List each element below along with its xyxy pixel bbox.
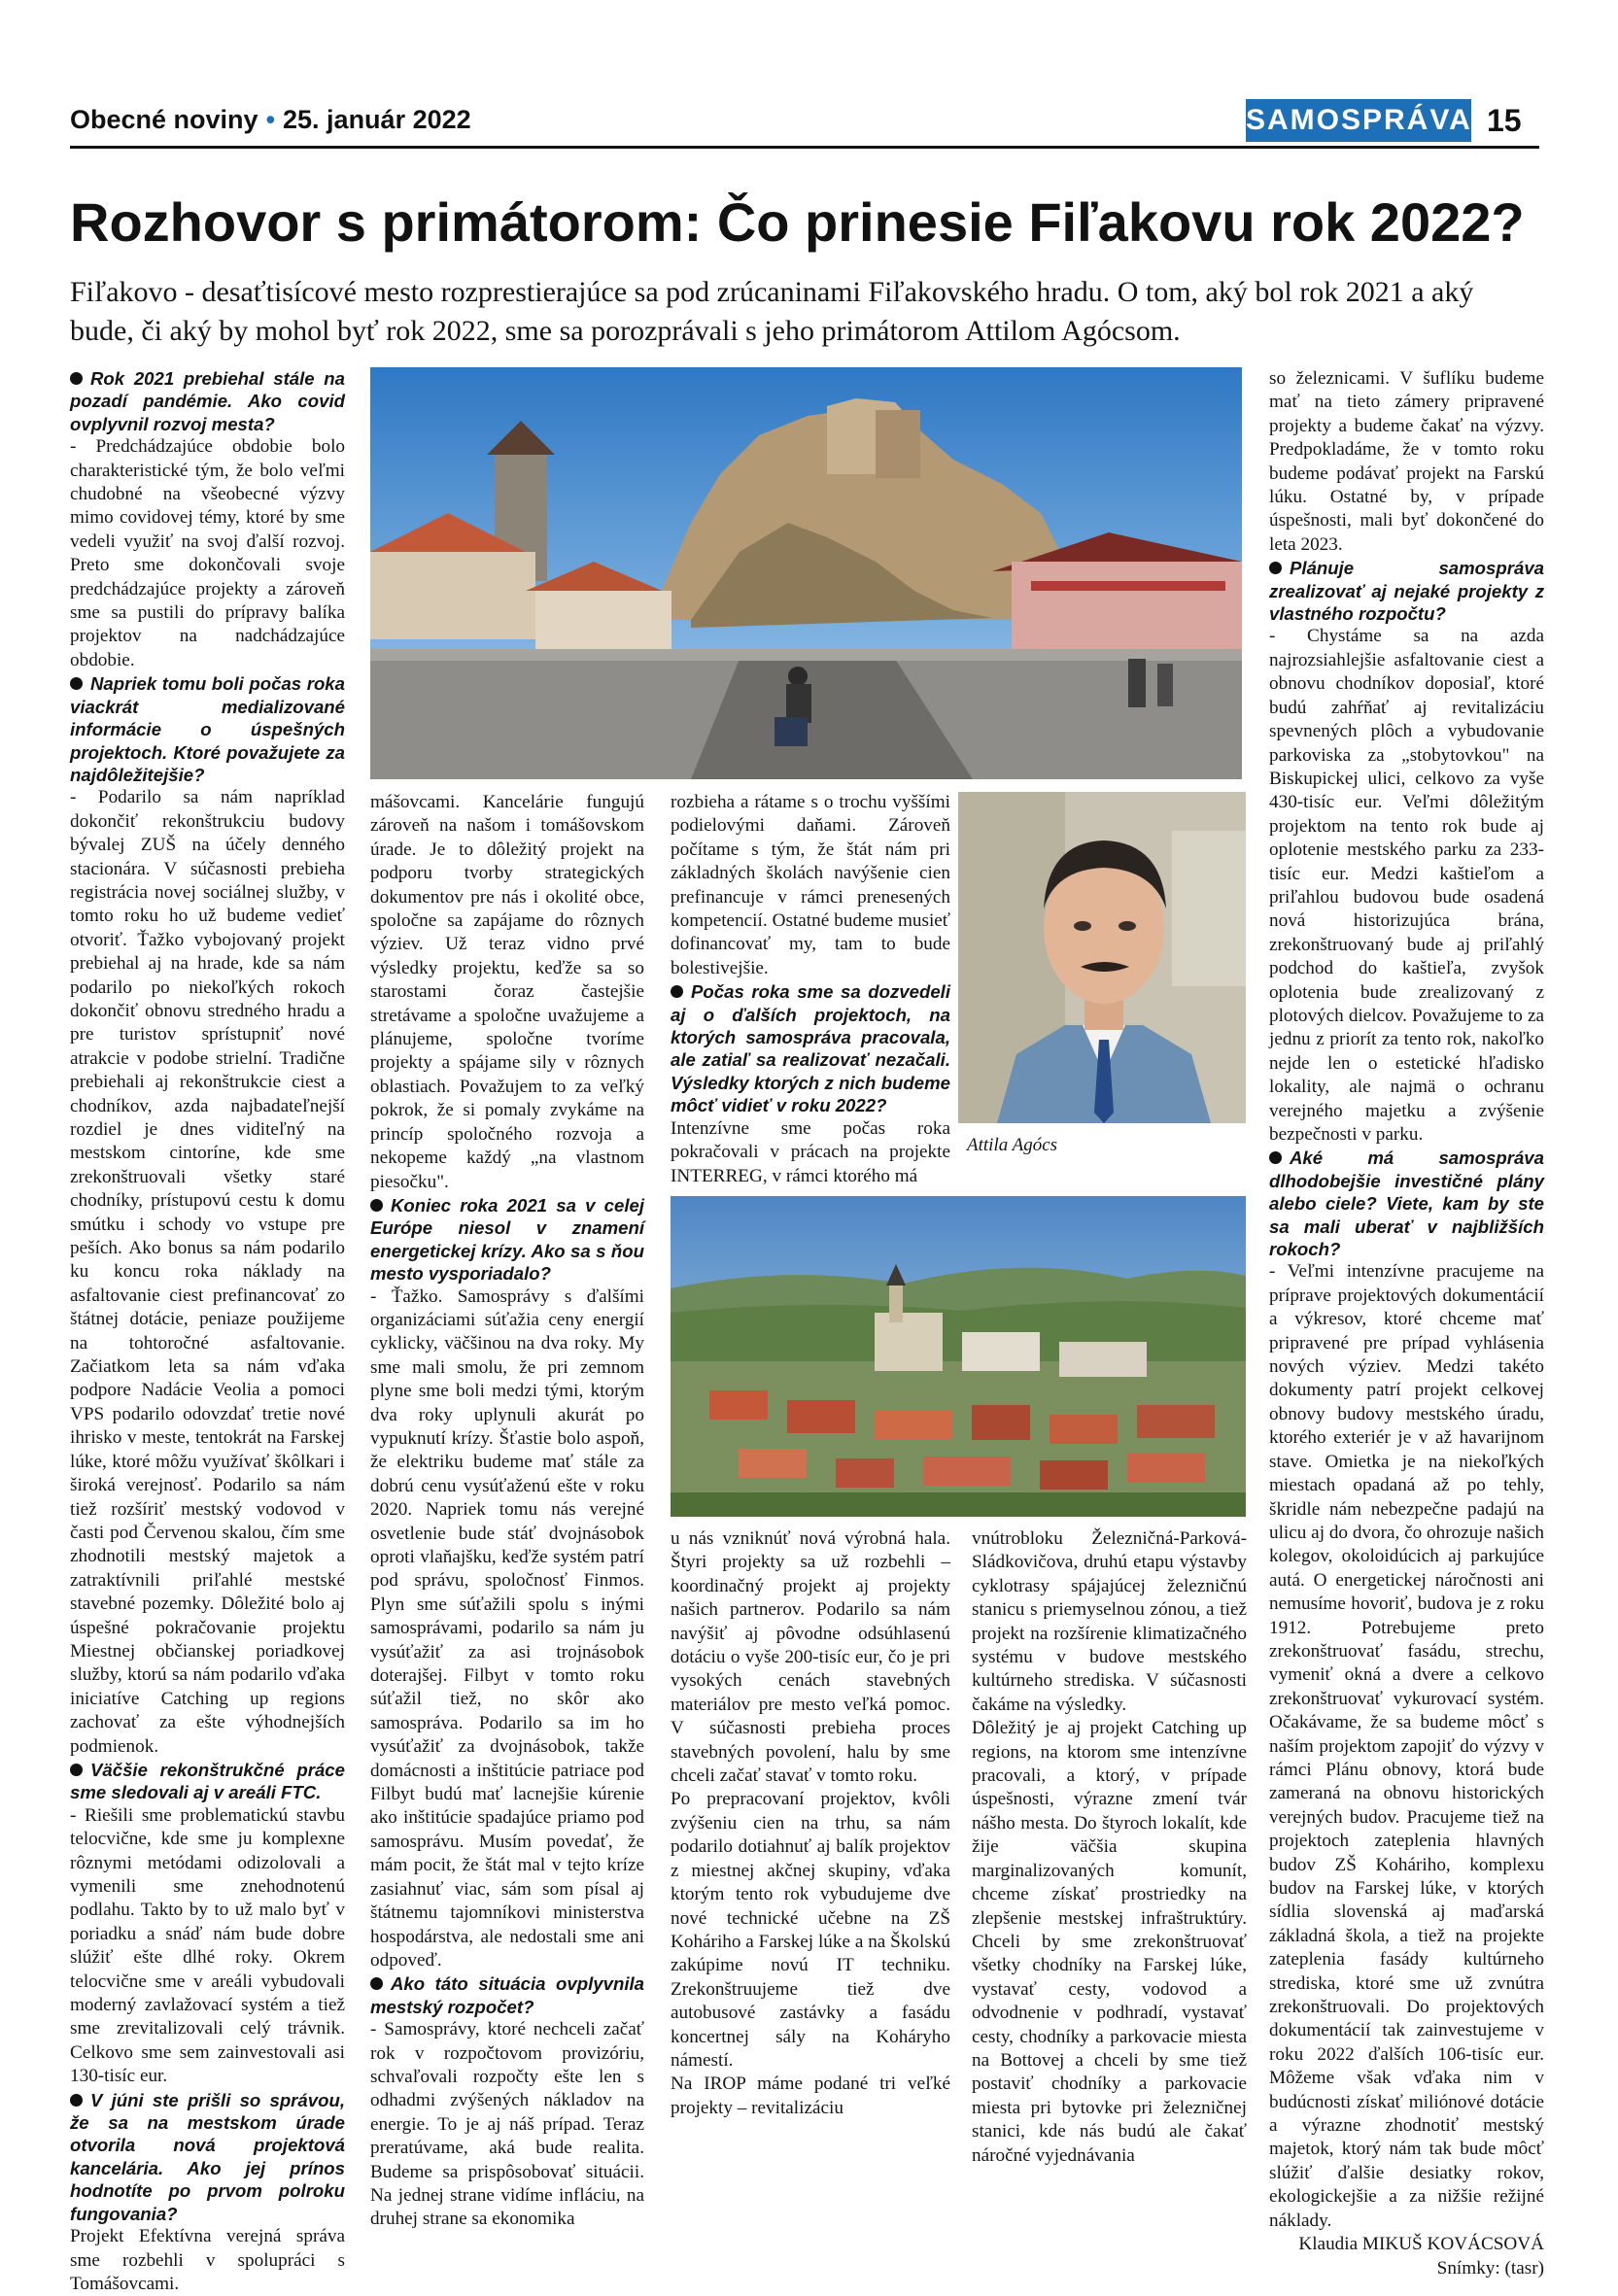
column-3-top (671, 791, 950, 1193)
article-title: Rozhovor s primátorom: Čo prinesie Fiľakovu rok 2022? (70, 191, 1525, 253)
castle-photo (370, 367, 1242, 779)
portrait-caption: Attila Agócs (967, 1135, 1058, 1155)
interview-question: Počas roka sme sa dozvedeli aj o ďalších projektoch, na ktorých samospráva pracovala, ale zatiaľ sa realizovať nezačali. Výsledky ktorých z nich budeme môcť vidieť v roku 2022? (671, 981, 950, 1116)
interview-question: V júni ste prišli so správou, že sa na mestskom úrade otvorila nová projektová kancelária. Ako jej prínos hodnotíte po prvom polroku fungovania? (70, 2089, 345, 2224)
interview-answer: - Podarilo sa nám napríklad dokončiť rekonštrukciu budovy bývalej ZUŠ na účely denného stacionára. V súčasnosti prebieha registrácia novej sociálnej služby, v tomto roku ho už budeme vedieť otvoriť. Ťažko vybojovaný projekt prebiehal aj na hrade, kde sa nám podarilo po niekoľkých rokoch dokončiť obnovu stredného hradu a pre turistov sprístupniť nové atrakcie v podobe strielní. Tradične prebiehali aj rekonštrukcie ciest a chodníkov, azda najbadateľnejší rozdiel je dnes viditeľný na mestskom cintoríne, kde sme zrekonštruovali všetky staré chodníky, prístupovú cestu k domu smútku i schody vo vstupe pre peších. Ako bonus sa nám podarilo ku koncu roka náklady na asfaltovanie ciest prefinancovať zo štátnej dotácie, peniaze použijeme na tohtoročné asfaltovanie. Začiatkom leta sa nám vďaka podpore Nadácie Veolia a pomoci VPS podarilo odovzdať tretie nové ihrisko v meste, tentokrát na Farskej lúke, ktoré môžu využívať škôlkari i široká verejnosť. Podarilo sa nám tiež rozšíriť mestský vodovod v časti pod Červenou skalou, čím sme zhodnotili mestský majetok a zatraktívnili priľahlé mestské stavebné pozemky. Dôležité bolo aj úspešné pokračovanie projektu Miestnej občianskej poriadkovej služby, ktorú sa nám podarilo vďaka iniciatíve Catching up regions zachovať za ešte výhodnejších podmienok. (70, 787, 345, 1757)
interview-question: Rok 2021 prebiehal stále na pozadí pandémie. Ako covid ovplyvnil rozvoj mesta? (70, 368, 345, 434)
page-header (70, 99, 1539, 144)
column-4-bottom (972, 1527, 1247, 2166)
interview-answer: vnútrobloku Železničná-Parková-Sládkovičova, druhú etapu výstavby cyklotrasy spájajúcej železničnú stanicu s priemyselnou zónou, a tiež projekt na rozšírenie klimatizačného systému v budove mestského kultúrneho strediska. V súčasnosti čakáme na výsledky. (972, 1528, 1247, 1715)
column-3-bottom (671, 1527, 950, 2118)
interview-answer: u nás vzniknúť nová výrobná hala. Štyri projekty sa už rozbehli – koordinačný projekt aj projekty našich partnerov. Podarilo sa nám navýšiť aj pôvodne odsúhlasenú dotáciu o vyše 200-tisíc eur, čo je pri vysokých cenách stavebných materiálov pre mesto veľká pomoc. V súčasnosti prebieha proces stavebných povolení, halu by sme chceli začať stavať v tomto roku. (671, 1528, 950, 1787)
separator-dot: • (265, 105, 276, 134)
publication-line (70, 105, 471, 135)
column-2 (370, 791, 644, 2230)
interview-answer: - Samosprávy, ktoré nechceli začať rok v rozpočtovom provizóriu, schvaľovali rozpočty ešte len s odhadmi zvýšených nákladov na energie. To je aj náš prípad. Teraz preratúvame, aká bude realita. Budeme sa prispôsobovať situácii. Na jednej strane vidíme infláciu, na druhej strane sa ekonomika (370, 2019, 644, 2230)
interview-answer: - Ťažko. Samosprávy s ďalšími organizáciami súťažia ceny energií cyklicky, väčšinou na dva roky. My sme mali smolu, že pri zemnom plyne sme boli medzi tými, ktorým dva roky uplynuli akurát po vypuknutí krízy. Šťastie bolo aspoň, že elektriku budeme mať stále za dobrú cenu vysúťaženú ešte v roku 2020. Napriek tomu nás verejné osvetlenie bude stáť dvojnásobok oproti vlaňajšku, keďže systém patrí pod správu, spoločnosť Finmos. Plyn sme súťažili spolu s inými samosprávami, podarilo sa nám ju vysúťažiť za asi trojnásobok doterajšej. Filbyt v tomto roku súťažil tiež, no skôr ako samospráva. Podarilo sa im ho vysúťažiť za dvojnásobok, takže domácnosti a inštitúcie patriace pod Filbyt budú mať lacnejšie kúrenie ako inštitúcie spadajúce priamo pod samosprávu. Musím povedať, že mám pocit, že štát mal v tejto kríze zasiahnuť viac, sám som písal aj štátnemu tajomníkovi ministerstva hospodárstva, ale nedostali sme ani odpoveď. (370, 1285, 644, 1970)
interview-answer: - Predchádzajúce obdobie bolo charakteristické tým, že bolo veľmi chudobné na všeobecné výzvy mimo covidovej témy, ktoré by sme vedeli využiť na svoj ďalší rozvoj. Preto sme dokončovali svoje predchádzajúce projekty a zároveň sme sa pustili do prípravy balíka projektov na nadchádzajúce obdobie. (70, 436, 345, 670)
interview-answer: Na IROP máme podané tri veľké projekty – revitalizáciu (671, 2073, 950, 2118)
interview-answer: - Riešili sme problematickú stavbu telocvične, kde sme ju komplexne rôznymi metódami odizolovali a vymenili sme znehodnotenú podlahu. Takto by to už malo byť v poriadku a snáď nám bude dobre slúžiť ešte dlhé roky. Okrem telocvične sme v areáli vybudovali moderný zavlažovací systém a tiež sme zrevitalizovali celý trávnik. Celkovo sme sem zainvestovali asi 130-tisíc eur. (70, 1804, 345, 2087)
interview-answer: - Chystáme sa na azda najrozsiahlejšie asfaltovanie ciest a obnovu chodníkov doposiaľ, ktoré budú zahŕňať aj revitalizáciu spevnených plôch a vybudovanie parkoviska za „stobytovkou" na Biskupickej ulici, celkovo za vyše 430-tisíc eur. Veľmi dôležitým projektom na tento rok bude aj oplotenie mestského parku za 233-tisíc eur. Medzi kaštieľom a priľahlou budovou bude osadená nová historizujúca brána, zrekonštruovaný bude aj priľahlý podchod do kaštieľa, zvyšok oplotenia bude zrealizovaný z plotových dielcov. Považujeme to za jednu z priorít za tento rok, nakoľko nejde len o estetické hľadisko lokality, ale najmä o ochranu verejného majetku a zvýšenie bezpečnosti v parku. (1269, 626, 1544, 1145)
interview-answer: Projekt Efektívna verejná správa sme rozbehli v spolupráci s Tomášovcami. (70, 2226, 345, 2294)
column-5 (1269, 367, 1544, 2279)
page-number: 15 (1487, 103, 1522, 138)
interview-question: Aké má samospráva dlhodobejšie investičné plány alebo ciele? Viete, kam by ste sa mali uberať v najbližších rokoch? (1269, 1148, 1544, 1260)
interview-answer: rozbieha a rátame s o trochu vyššími podielovými daňami. Zároveň počítame s tým, že štát nám pri základných školách navýšenie cien prefinancuje v rámci prenesených kompetencií. Ostatné budeme musieť dofinancovať my, tam to bude bolestivejšie. (671, 792, 950, 978)
town-aerial-photo (671, 1196, 1246, 1517)
issue-date: 25. január 2022 (283, 105, 471, 134)
interview-question: Napriek tomu boli počas roka viackrát medializované informácie o úspešných projektoch. Ktoré považujete za najdôležitejšie? (70, 673, 345, 785)
interview-answer: Intenzívne sme počas roka pokračovali v prácach na projekte INTERREG, v rámci ktorého má (671, 1117, 950, 1186)
interview-question: Väčšie rekonštrukčné práce sme sledovali aj v areáli FTC. (70, 1759, 345, 1803)
byline: Klaudia MIKUŠ KOVÁCSOVÁ (1298, 2234, 1544, 2255)
interview-answer: Dôležitý je aj projekt Catching up regions, na ktorom sme intenzívne pracovali, a ktorý, v prípade úspešnosti, výrazne zmení tvár nášho mesta. Do štyroch lokalít, kde žije väčšia skupina marginalizovaných komunít, chceme získať prostriedky na zlepšenie mestskej infraštruktúry. Chceli by sme zrekonštruovať všetky chodníky na Farskej lúke, vystavať cesty, vodovod a odvodnenie v podhradí, vystavať cesty, chodníky a parkovacie miesta na Bottovej a chceli by sme tiež postaviť chodníky a parkovacie miesta pri bytovke pri železničnej stanici, kde nás budú ale čakať náročné vyjednávania (972, 1718, 1247, 2166)
mayor-portrait-photo (958, 792, 1246, 1123)
interview-question: Plánuje samospráva zrealizovať aj nejaké projekty z vlastného rozpočtu? (1269, 558, 1544, 625)
interview-answer: Po prepracovaní projektov, kvôli zvýšeniu cien na trhu, sa nám podarilo dotiahnuť aj balík projektov z miestnej akčnej skupiny, vďaka ktorým tento rok vybudujeme dve nové technické učebne na ZŠ Koháriho a Farskej lúke a na Školskú zakúpime novú IT techniku. Zrekonštruujeme tiež dve autobusové zastávky a fasádu koncertnej sály na Koháryho námestí. (671, 1789, 950, 2071)
header-rule (70, 146, 1539, 149)
section-label: SAMOSPRÁVA (1246, 99, 1471, 142)
interview-answer: - Veľmi intenzívne pracujeme na príprave projektových dokumentácií a výkresov, ktoré chceme mať pripravené pre prípad vyhlásenia nových výziev. Medzi takéto dokumenty patrí projekt celkovej obnovy budovy mestského úradu, ktorého exteriér je v až havarijnom stave. Omietka je na niekoľkých miestach opadaná až po tehly, škridle nám nebezpečne padajú na ulicu aj do dvora, čo ohrozuje našich kolegov, okoloidúcich aj parkujúce autá. O energetickej náročnosti ani nemusíme hovoriť, budova je z roku 1912. Potrebujeme preto zrekonštruovať fasádu, strechu, vymeniť okná a dvere a celkovo zrekonštruovať vykurovací systém. Očakávame, že sa budeme môcť s naším projektom zapojiť do výzvy v rámci Plánu obnovy, ktorá bude zameraná na obnovu historických verejných budov. Pracujeme tiež na projektoch zateplenia hlavných budov ZŠ Koháriho, komplexu budov na Farskej lúke, v ktorých sídlia slovenská aj maďarská základná škola, a tiež na projekte zateplenia fasády kultúrneho strediska, ktoré sme už zvnútra zrekonštruovali. Do projektových dokumentácií tak zainvestujeme v roku 2022 ďalších 106-tisíc eur. Môžeme však vďaka nim v budúcnosti získať miliónové dotácie a výrazne zhodnotiť mestský majetok, ktorý nám tak bude môcť slúžiť ďalšie desiatky rokov, ekologickejšie a za nižšie režijné náklady. (1269, 1261, 1544, 2231)
interview-answer: so železnicami. V šuflíku budeme mať na tieto zámery pripravené projekty a budeme čakať na výzvy. Predpokladáme, že v tomto roku budeme podávať projekt na Farskú lúku. Ostatné by, v prípade úspešnosti, mali byť dokončené do leta 2023. (1269, 368, 1544, 555)
publication-name: Obecné noviny (70, 105, 258, 134)
byline: Snímky: (tasr) (1436, 2257, 1544, 2279)
interview-question: Ako táto situácia ovplyvnila mestský rozpočet? (370, 1973, 644, 2017)
interview-question: Koniec roka 2021 sa v celej Európe niesol v znamení energetickej krízy. Ako sa s ňou mesto vysporiadalo? (370, 1194, 644, 1285)
article-lead: Fiľakovo - desaťtisícové mesto rozprestierajúce sa pod zrúcaninami Fiľakovského hradu. O tom, aký bol rok 2021 a aký bude, či aký by mohol byť rok 2022, sme sa porozprávali s jeho primátorom Attilom Agócsom. (70, 276, 1474, 347)
interview-answer: mášovcami. Kancelárie fungujú zároveň na našom i tomášovskom úrade. Je to dôležitý projekt na podporu tvorby strategických dokumentov pre nás i okolité obce, spoločne sa zapájame do rôznych výziev. Už teraz vidno prvé výsledky projektu, keďže sa so starostami čoraz častejšie stretávame a spoločne uvažujeme a plánujeme, spoločne tvoríme projekty a spájame sily v rôznych oblastiach. Považujem to za veľký pokrok, že si pomaly zvykáme na princíp spoločného rozvoja a nekopeme každý „na vlastnom piesočku". (370, 792, 644, 1192)
column-1 (70, 367, 345, 2294)
